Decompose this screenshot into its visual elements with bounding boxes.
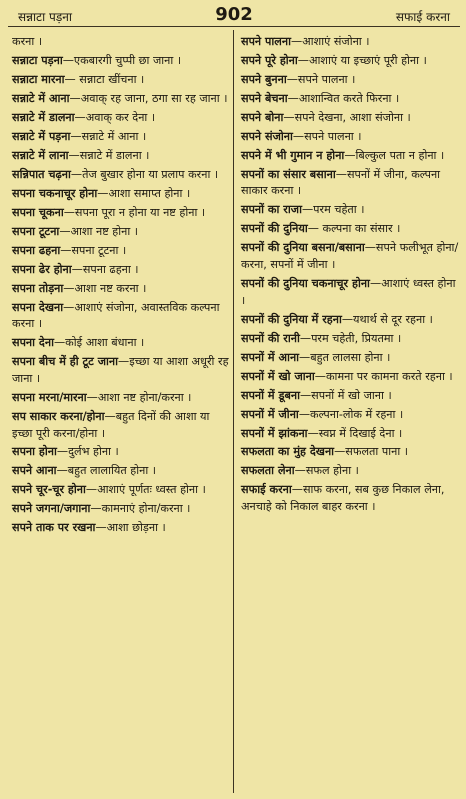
dictionary-entry [12,335,232,352]
entry-definition: —आशाएं संजोना । [290,35,370,48]
entry-term: सपने संजोना [241,129,293,143]
entry-definition: —बहुत लालसा होना । [299,350,391,364]
entry-term: सफलता लेना [241,464,295,478]
dictionary-entry [241,426,461,443]
entry-definition: —सन्नाटे में आना । [70,129,147,143]
dictionary-entry [241,444,461,461]
entry-definition: —आशा नष्ट होना/करना । [86,390,192,404]
entry-term: सपनों की दुनिया [241,222,308,236]
entry-term: सपना ढेर होना [12,262,72,276]
entry-term: सपनों में झांकना [241,426,308,440]
page-number: 902 [215,4,253,25]
entry-term: सपने में भी गुमान न होना [241,148,345,162]
entry-term: सपने पालना [241,35,291,48]
entry-term: सपनों की दुनिया चकनाचूर होना [241,277,370,291]
entry-term: सपना चकनाचूर होना [12,186,98,200]
dictionary-entry [12,281,232,298]
entry-term: सपना टूटना [12,224,60,238]
dictionary-entry [12,409,232,442]
entry-term: सपने बुनना [241,72,287,86]
entry-definition: —सन्नाटे में डालना । [68,148,150,162]
entry-definition: —सफलता पाना । [334,445,409,459]
dictionary-entry [12,53,232,70]
entry-definition: —कल्पना-लोक में रहना । [298,407,404,421]
dictionary-entry [241,53,461,70]
dictionary-entry [12,463,232,480]
dictionary-entry [12,34,232,51]
entry-definition: —आशा नष्ट होना । [59,224,139,238]
entry-definition: —दुर्लभ होना । [56,445,119,459]
entry-definition: —अवाक् कर देना । [74,110,156,124]
dictionary-entry [241,34,461,51]
header-first-entry: सन्नाटा पड़ना [18,10,73,24]
dictionary-entry [241,129,461,146]
entry-term: सपनों की दुनिया में रहना [241,312,342,326]
dictionary-entry [241,240,461,273]
dictionary-entry [241,482,461,515]
entry-term: सपनों की दुनिया बसना/बसाना [241,241,365,255]
dictionary-entry [12,300,232,333]
entry-definition: करना । [12,35,43,48]
entry-term: सन्नाटा पड़ना [12,53,63,67]
entry-definition: —आशा छोड़ना । [95,521,166,535]
dictionary-entry [241,167,461,200]
entry-term: सपनों में डूबना [241,388,300,402]
entry-definition: —आशान्वित करते फिरना । [287,91,400,105]
entry-definition: —साफ करना, सब कुछ निकाल लेना, अनचाहे को निकाल बाहर करना । [241,483,445,514]
dictionary-entry [241,312,461,329]
dictionary-entry [241,388,461,405]
entry-definition: —सपना टूटना । [60,243,127,257]
entry-term: सपने आना [12,464,57,478]
dictionary-entry [12,91,232,108]
entry-definition: — कल्पना का संसार । [307,222,401,236]
entry-term: सन्नाटे में पड़ना [12,129,71,143]
dictionary-entry [241,463,461,480]
entry-definition: —सपने फलीभूत होना/करना, सपनों में जीना । [241,241,459,272]
dictionary-entry [241,331,461,348]
entry-term: सपना ढहना [12,243,61,257]
entry-definition: —सपनों में जीना, कल्पना साकार करना । [241,167,441,198]
entry-term: सपने पूरे होना [241,53,298,67]
dictionary-entry [12,444,232,461]
entry-definition: —आशा नष्ट करना । [63,281,147,295]
entry-definition: —परम चहेता । [301,203,365,217]
dictionary-entry [241,91,461,108]
entry-term: सपने जगना/जगाना [12,502,91,516]
dictionary-entry [12,129,232,146]
entry-definition: —सपना पूरा न होना या नष्ट होना । [63,205,206,219]
entry-definition: —परम चहेती, प्रियतमा । [299,331,402,345]
entry-definition: —अवाक् रह जाना, ठगा सा रह जाना । [69,91,228,105]
dictionary-entry [12,148,232,165]
entry-term: सपनों में जीना [241,407,299,421]
dictionary-entry [241,148,461,165]
entry-definition: — सन्नाटा खींचना । [64,72,145,86]
dictionary-entry [241,110,461,127]
dictionary-entry [241,350,461,367]
entry-definition: —यथार्थ से दूर रहना । [341,312,433,326]
entry-definition: —तेज बुखार होना या प्रलाप करना । [70,167,219,181]
entry-term: सपने चूर-चूर होना [12,483,86,497]
page-header [10,6,458,32]
entry-definition: —सपने देखना, आशा संजोना । [283,110,411,124]
entry-term: सपनों में आना [241,350,300,364]
entry-term: सपने बोना [241,110,284,124]
dictionary-entry [241,276,461,309]
entry-definition: —कोई आशा बंधाना । [53,336,145,350]
entry-definition: —सपने पालना । [286,72,356,86]
dictionary-entry [12,186,232,203]
entry-term: सपनों में खो जाना [241,369,315,383]
entry-definition: —कामना पर कामना करते रहना । [314,369,453,383]
dictionary-entry [12,224,232,241]
dictionary-entry [241,221,461,238]
entry-term: सन्निपात चढ़ना [12,167,71,181]
entry-definition: —बिल्कुल पता न होना । [344,148,445,162]
entry-term: सपनों का राजा [241,203,302,217]
dictionary-entry [241,72,461,89]
entry-definition: —इच्छा या आशा अधूरी रह जाना । [12,355,229,385]
entry-term: सपने बेचना [241,91,288,105]
entry-definition: —बहुत दिनों की आशा या इच्छा पूरी करना/होना । [12,409,210,440]
entry-term: सपना मरना/मारना [12,390,87,404]
entry-term: सन्नाटे में आना [12,91,70,105]
entry-term: सपने ताक पर रखना [12,521,96,535]
entry-definition: —आशाएं संजोना, अवास्तविक कल्पना करना । [12,300,220,331]
dictionary-entry [12,243,232,260]
dictionary-entry [12,520,232,537]
column-divider [233,30,234,793]
entry-term: सपना चूकना [12,205,64,219]
dictionary-entry [12,354,232,387]
dictionary-entry [241,369,461,386]
dictionary-entry [12,262,232,279]
left-column [12,34,232,539]
entry-definition: —आशा समाप्त होना । [97,186,191,200]
right-column [241,34,461,518]
entry-term: सन्नाटे में लाना [12,148,69,162]
entry-term: सफाई करना [241,483,292,497]
dictionary-entry [12,390,232,407]
entry-definition: —सपनों में खो जाना । [299,388,392,402]
dictionary-entry [241,202,461,219]
entry-term: सपनों की रानी [241,331,300,345]
entry-definition: —सपने पालना । [292,129,362,143]
entry-definition: —एकबारगी चुप्पी छा जाना । [62,53,182,67]
entry-term: सन्नाटे में डालना [12,110,75,124]
entry-term: सफलता का मुंह देखना [241,445,335,459]
entry-term: सप साकार करना/होना [12,409,105,423]
entry-term: सपनों का संसार बसाना [241,167,336,181]
entry-definition: —सफल होना । [294,464,359,478]
entry-definition: —आशाएं या इच्छाएं पूरी होना । [297,53,427,67]
dictionary-entry [12,501,232,518]
dictionary-entry [12,205,232,222]
entry-term: सपना देखना [12,300,64,314]
entry-definition: —सपना ढहना । [71,262,139,276]
dictionary-entry [12,110,232,127]
dictionary-entry [12,482,232,499]
entry-term: सपना देना [12,336,54,350]
dictionary-entry [241,407,461,424]
entry-term: सन्नाटा मारना [12,72,65,86]
entry-definition: —बहुत लालायित होना । [56,464,157,478]
entry-definition: —आशाएं ध्वस्त होना । [241,277,456,307]
entry-definition: —स्वप्न में दिखाई देना । [307,426,403,440]
entry-definition: —आशाएं पूर्णतः ध्वस्त होना । [85,483,206,497]
dictionary-entry [12,167,232,184]
entry-term: सपना होना [12,445,57,459]
entry-definition: —कामनाएं होना/करना । [90,502,191,516]
entry-term: सपना तोड़ना [12,281,64,295]
header-last-entry: सफाई करना [395,10,450,24]
header-rule [8,26,460,27]
entry-term: सपना बीच में ही टूट जाना [12,355,118,369]
dictionary-entry [12,72,232,89]
